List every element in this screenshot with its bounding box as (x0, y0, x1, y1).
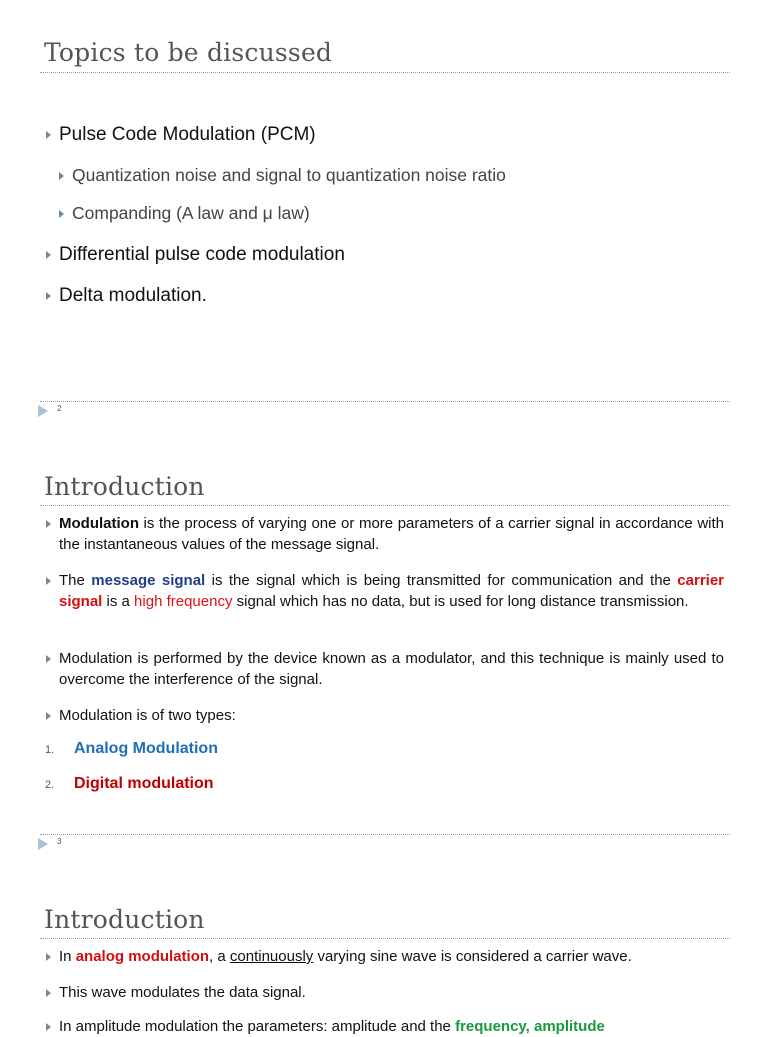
bullet-arrow-icon (46, 712, 51, 720)
list-number: 2. (45, 779, 55, 791)
topic-text: Differential pulse code modulation (59, 244, 345, 265)
slide-title: Topics to be discussed (44, 38, 333, 67)
bullet-arrow-icon (59, 172, 64, 180)
paragraph-item (46, 705, 724, 726)
footer-arrow-icon (38, 838, 48, 850)
keyword-message-signal: message signal (91, 572, 206, 589)
paragraph-text (59, 570, 724, 612)
page-number: 3 (57, 837, 62, 846)
keyword-analog-modulation: analog modulation (75, 948, 210, 965)
paragraph-item (46, 946, 632, 967)
keyword-high-frequency: high frequency (134, 593, 233, 610)
keyword-carrier-signal: carrier signal (59, 572, 725, 610)
list-item (45, 775, 214, 793)
paragraph-item (46, 513, 724, 555)
slide-title: Introduction (44, 905, 205, 934)
topic-item (46, 124, 316, 146)
paragraph-item (46, 570, 724, 612)
text-run: is a (102, 593, 135, 610)
paragraph-text: Modulation is performed by the device known as a modulator, and this technique is mainly used to overcome the interference of the signal. (59, 650, 724, 688)
text-run: , a (209, 948, 230, 965)
paragraph-text (59, 1016, 605, 1037)
paragraph-item-partial (46, 1016, 736, 1035)
footer-divider (40, 401, 730, 402)
text-run: The (59, 572, 92, 589)
footer-arrow-icon (38, 405, 48, 417)
bullet-arrow-icon (46, 251, 51, 259)
bullet-arrow-icon (46, 989, 51, 997)
text-run: signal which has no data, but is used for long distance transmission. (232, 593, 689, 610)
title-divider (40, 505, 730, 506)
paragraph-text (59, 946, 632, 967)
keyword-continuously: continuously (229, 948, 314, 965)
title-divider (40, 938, 730, 939)
slide-topics (0, 0, 768, 420)
bullet-arrow-icon (46, 577, 51, 585)
subtopic-item (59, 203, 310, 224)
keyword-modulation: Modulation (59, 515, 139, 532)
list-item (45, 740, 218, 758)
title-divider (40, 72, 730, 73)
subtopic-text: Quantization noise and signal to quantization noise ratio (72, 165, 506, 185)
subtopic-item (59, 165, 506, 186)
keyword-frequency-amplitude: frequency, amplitude (455, 1018, 605, 1035)
digital-modulation-label: Digital modulation (74, 775, 214, 792)
text-run: is the signal which is being transmitted for communication and the (205, 572, 678, 589)
paragraph-item (46, 648, 724, 690)
bullet-arrow-icon (59, 210, 64, 218)
analog-modulation-label: Analog Modulation (74, 740, 218, 757)
topic-item (46, 244, 345, 266)
bullet-arrow-icon (46, 655, 51, 663)
topic-text: Delta modulation. (59, 285, 207, 306)
list-number: 1. (45, 744, 55, 756)
subtopic-text: Companding (A law and μ law) (72, 203, 310, 223)
topic-text: Pulse Code Modulation (PCM) (59, 124, 316, 145)
text-run: In (59, 948, 76, 965)
slide-title: Introduction (44, 472, 205, 501)
paragraph-item (46, 982, 306, 1003)
text-run: varying sine wave is considered a carrier wave. (313, 948, 632, 965)
paragraph-text (59, 513, 724, 555)
paragraph-text: This wave modulates the data signal. (59, 984, 306, 1001)
bullet-arrow-icon (46, 520, 51, 528)
bullet-arrow-icon (46, 953, 51, 961)
page-number: 2 (57, 404, 62, 413)
bullet-arrow-icon (46, 131, 51, 139)
topic-item (46, 285, 207, 307)
paragraph-text: Modulation is of two types: (59, 707, 236, 724)
text-run: is the process of varying one or more parameters of a carrier signal in accordance with the instantaneous values of the message signal. (59, 515, 724, 553)
bullet-arrow-icon (46, 1023, 51, 1031)
bullet-arrow-icon (46, 292, 51, 300)
footer-divider (40, 834, 730, 835)
text-run: In amplitude modulation the parameters: amplitude and the (59, 1018, 456, 1035)
